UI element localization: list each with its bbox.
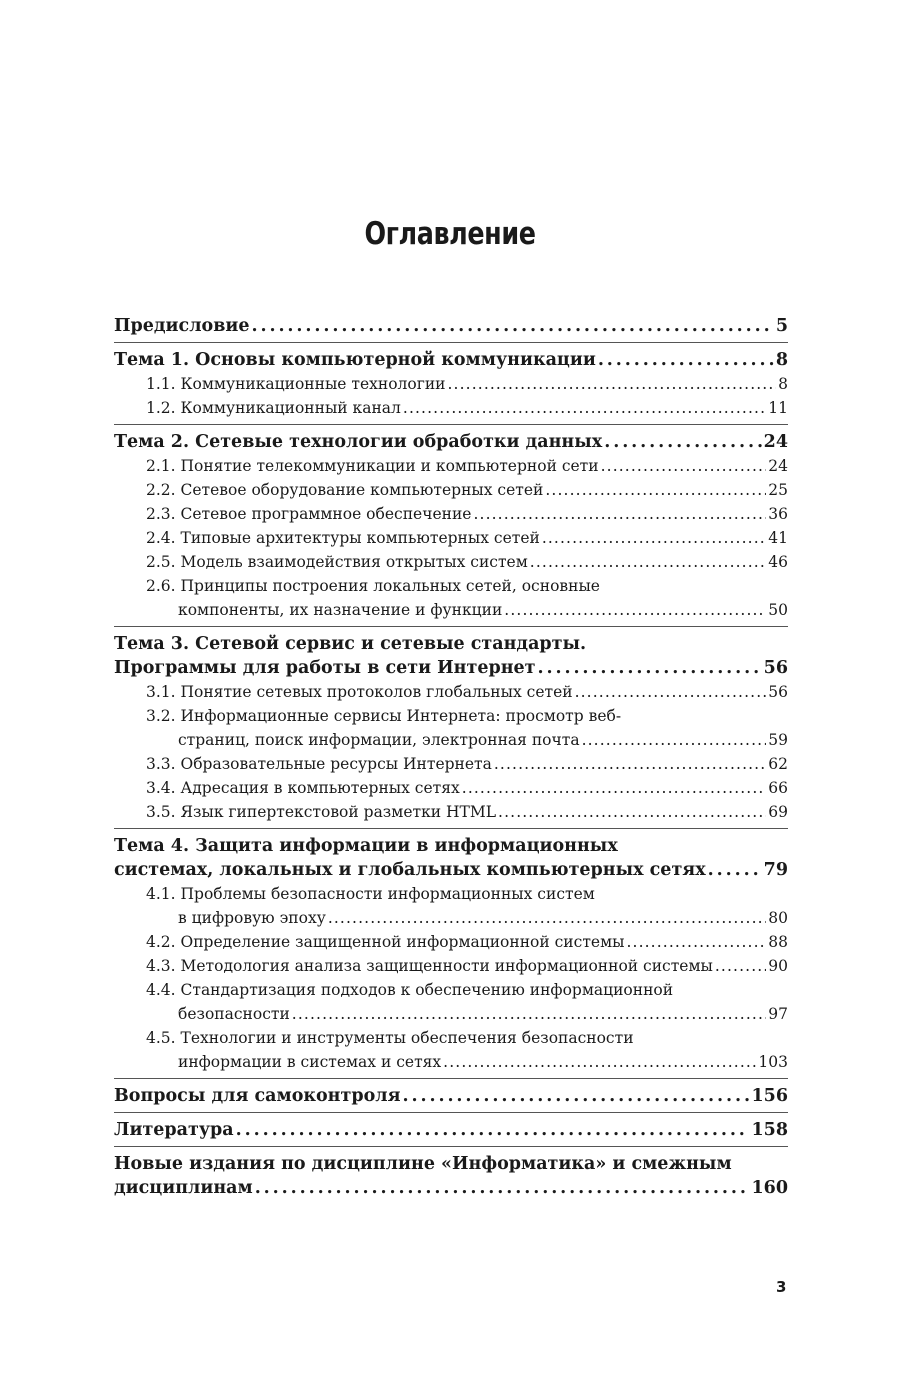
toc-section[interactable] (146, 752, 788, 776)
toc-page-ref: 158 (751, 1120, 788, 1140)
toc-section[interactable] (146, 704, 788, 752)
toc-page-ref: 56 (763, 658, 788, 678)
dot-leader (403, 396, 766, 420)
toc-chapter[interactable] (114, 424, 788, 454)
dot-leader (545, 478, 766, 502)
toc-entry-text: 1.2. Коммуникационный канал (146, 399, 401, 417)
toc-section[interactable] (146, 954, 788, 978)
toc-chapter[interactable] (114, 314, 788, 338)
dot-leader (498, 800, 766, 824)
toc-page-ref: 5 (775, 316, 788, 336)
toc-entry-text: 2.6. Принципы построения локальных сетей, основные (146, 577, 600, 595)
table-of-contents (114, 308, 788, 1200)
toc-chapter[interactable] (114, 828, 788, 882)
toc-page-ref: 56 (768, 683, 788, 701)
dot-leader (462, 776, 767, 800)
toc-entry-text: безопасности (178, 1005, 290, 1023)
toc-page-ref: 11 (768, 399, 788, 417)
dot-leader (403, 1084, 750, 1108)
toc-entry-text: Вопросы для самоконтроля (114, 1086, 401, 1106)
dot-leader (494, 752, 766, 776)
dot-leader (473, 502, 766, 526)
toc-page-ref: 80 (768, 909, 788, 927)
toc-entry-text: дисциплинам (114, 1178, 253, 1198)
toc-entry-text: информации в системах и сетях (178, 1053, 442, 1071)
dot-leader (504, 598, 766, 622)
toc-entry-text: Программы для работы в сети Интернет (114, 658, 536, 678)
dot-leader (538, 656, 762, 680)
toc-entry-text: 2.3. Сетевое программное обеспечение (146, 505, 472, 523)
toc-section[interactable] (146, 776, 788, 800)
toc-section[interactable] (146, 526, 788, 550)
toc-section[interactable] (146, 574, 788, 622)
toc-page-ref: 62 (768, 755, 788, 773)
dot-leader (236, 1118, 750, 1142)
toc-entry-text: 3.1. Понятие сетевых протоколов глобальных сетей (146, 683, 573, 701)
dot-leader (328, 906, 766, 930)
toc-page-ref: 8 (778, 375, 788, 393)
toc-page-ref: 69 (768, 803, 788, 821)
dot-leader (626, 930, 766, 954)
toc-page-ref: 36 (768, 505, 788, 523)
toc-entry-text: страниц, поиск информации, электронная почта (178, 731, 580, 749)
toc-page-ref: 24 (763, 432, 788, 452)
toc-entry-text: в цифровую эпоху (178, 909, 326, 927)
toc-chapter[interactable] (114, 626, 788, 680)
toc-page-ref: 59 (768, 731, 788, 749)
toc-page-ref: 66 (768, 779, 788, 797)
dot-leader (443, 1050, 756, 1074)
toc-page-ref: 46 (768, 553, 788, 571)
toc-page-ref: 97 (768, 1005, 788, 1023)
dot-leader (604, 430, 761, 454)
toc-entry-text: 1.1. Коммуникационные технологии (146, 375, 446, 393)
dot-leader (292, 1002, 766, 1026)
dot-leader (542, 526, 766, 550)
toc-entry-text: 4.1. Проблемы безопасности информационных систем (146, 885, 595, 903)
dot-leader (601, 454, 767, 478)
toc-entry-text: системах, локальных и глобальных компьютерных сетях (114, 860, 706, 880)
toc-entry-text: 3.3. Образовательные ресурсы Интернета (146, 755, 492, 773)
toc-entry-text: Литература (114, 1120, 234, 1140)
dot-leader (448, 372, 777, 396)
toc-section[interactable] (146, 454, 788, 478)
toc-entry-text: 2.5. Модель взаимодействия открытых систем (146, 553, 528, 571)
toc-entry-text: 2.2. Сетевое оборудование компьютерных сетей (146, 481, 544, 499)
toc-chapter[interactable] (114, 1146, 788, 1200)
toc-entry-text: Тема 4. Защита информации в информационных (114, 836, 618, 856)
toc-section[interactable] (146, 478, 788, 502)
dot-leader (530, 550, 766, 574)
toc-section[interactable] (146, 1026, 788, 1074)
toc-entry-text: 3.5. Язык гипертекстовой разметки HTML (146, 803, 497, 821)
toc-section[interactable] (146, 882, 788, 930)
toc-entry-text: 4.4. Стандартизация подходов к обеспечению информационной (146, 981, 674, 999)
toc-section[interactable] (146, 978, 788, 1026)
toc-page-ref: 24 (768, 457, 788, 475)
toc-page-ref: 156 (751, 1086, 788, 1106)
dot-leader (255, 1176, 750, 1200)
toc-page-ref: 50 (768, 601, 788, 619)
dot-leader (251, 314, 773, 338)
toc-entry-text: Тема 3. Сетевой сервис и сетевые стандарты. (114, 634, 587, 654)
toc-chapter[interactable] (114, 342, 788, 372)
toc-page-ref: 79 (763, 860, 788, 880)
toc-page-ref: 103 (758, 1053, 788, 1071)
toc-page-ref: 8 (775, 350, 788, 370)
toc-section[interactable] (146, 680, 788, 704)
toc-page-ref: 160 (751, 1178, 788, 1198)
toc-section[interactable] (146, 372, 788, 396)
page-number: 3 (776, 1278, 787, 1296)
toc-chapter[interactable] (114, 1112, 788, 1142)
toc-entry-text: 2.1. Понятие телекоммуникации и компьютерной сети (146, 457, 599, 475)
toc-entry-text: 4.2. Определение защищенной информационной системы (146, 933, 625, 951)
toc-entry-text: компоненты, их назначение и функции (178, 601, 503, 619)
page-title: Оглавление (364, 216, 536, 252)
toc-page-ref: 88 (768, 933, 788, 951)
toc-section[interactable] (146, 930, 788, 954)
toc-entry-text: 4.5. Технологии и инструменты обеспечения безопасности (146, 1029, 634, 1047)
toc-entry-text: 2.4. Типовые архитектуры компьютерных сетей (146, 529, 540, 547)
dot-leader (582, 728, 767, 752)
dot-leader (575, 680, 767, 704)
toc-entry-text: Тема 2. Сетевые технологии обработки данных (114, 432, 603, 452)
toc-entry-text: Тема 1. Основы компьютерной коммуникации (114, 350, 596, 370)
toc-entry-text: 4.3. Методология анализа защищенности информационной системы (146, 957, 713, 975)
toc-entry-text: 3.4. Адресация в компьютерных сетях (146, 779, 460, 797)
toc-section[interactable] (146, 502, 788, 526)
dot-leader (715, 954, 766, 978)
toc-page-ref: 41 (768, 529, 788, 547)
toc-entry-text: Предисловие (114, 316, 250, 336)
toc-chapter[interactable] (114, 1078, 788, 1108)
dot-leader (708, 858, 762, 882)
toc-section[interactable] (146, 396, 788, 420)
toc-page-ref: 90 (768, 957, 788, 975)
dot-leader (598, 348, 774, 372)
toc-section[interactable] (146, 550, 788, 574)
toc-section[interactable] (146, 800, 788, 824)
toc-entry-text: 3.2. Информационные сервисы Интернета: просмотр веб- (146, 707, 622, 725)
toc-entry-text: Новые издания по дисциплине «Информатика» и смежным (114, 1154, 732, 1174)
toc-page-ref: 25 (768, 481, 788, 499)
